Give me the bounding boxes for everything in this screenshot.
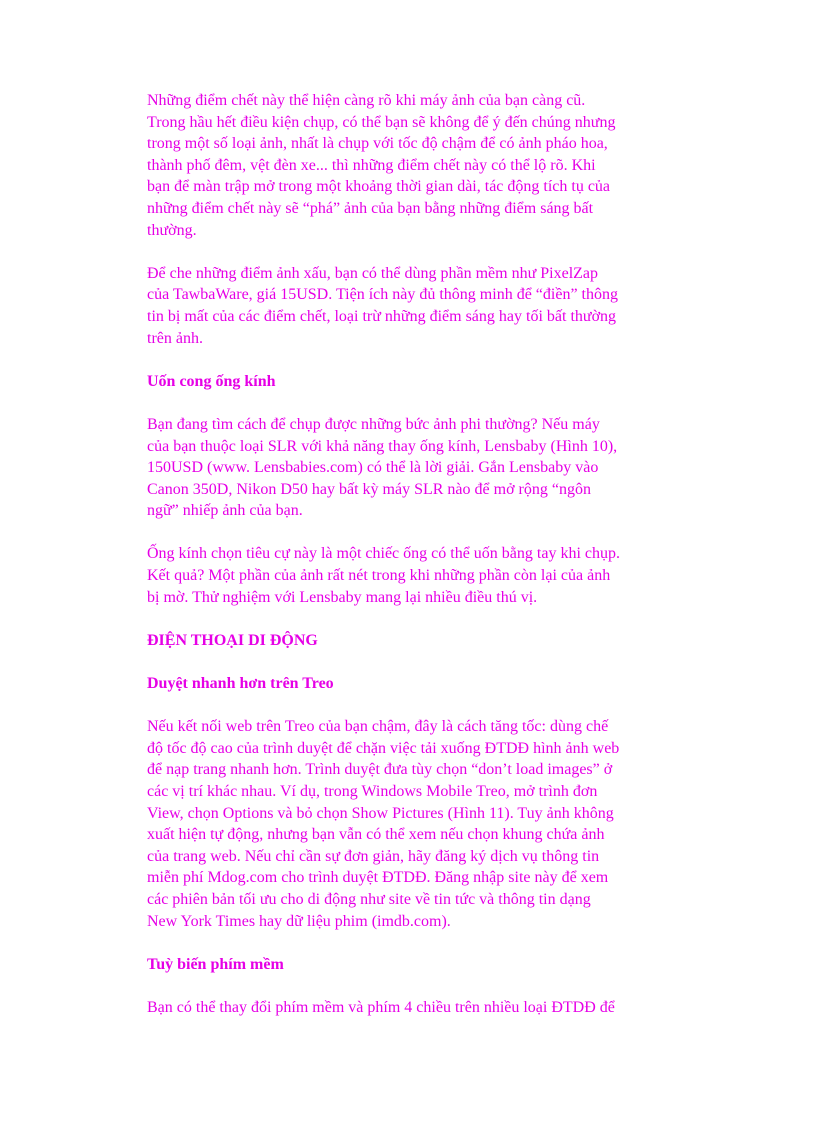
- heading-bend-lens: Uốn cong ống kính: [147, 372, 276, 390]
- paragraph-lensbaby: Bạn đang tìm cách để chụp được những bức ảnh phi thường? Nếu máy của bạn thuộc loại SLR với khả năng thay ống kính, Lensbaby (Hình 10), 150USD (www. Lensbabies.com) có thể là lời giải. Gắn Lensbaby vào Canon 350D, Nikon D50 hay bất kỳ máy SLR nào để mở rộng “ngôn ngữ” nhiếp ảnh của bạn.: [147, 415, 618, 520]
- heading-mobile-phone: ĐIỆN THOẠI DI ĐỘNG: [147, 631, 318, 649]
- paragraph-treo-browsing: Nếu kết nối web trên Treo của bạn chậm, đây là cách tăng tốc: dùng chế độ tốc độ cao của trình duyệt để chặn việc tải xuống ĐTDĐ hình ảnh web để nạp trang nhanh hơn. Trình duyệt đưa tùy chọn “don’t load images” ở các vị trí khác nhau. Ví dụ, trong Windows Mobile Treo, mở trình đơn View, chọn Options và bỏ chọn Show Pictures (Hình 11). Tuy ảnh không xuất hiện tự động, nhưng bạn vẫn có thể xem nếu chọn khung chứa ảnh của trang web. Nếu chỉ cần sự đơn giản, hãy đăng ký dịch vụ thông tin miễn phí Mdog.com cho trình duyệt ĐTDĐ. Đăng nhập site này để xem các phiên bản tối ưu cho di động như site về tin tức và thông tin dạng New York Times hay dữ liệu phim (imdb.com).: [147, 718, 620, 930]
- paragraph-pixelzap: Để che những điểm ảnh xấu, bạn có thể dùng phần mềm như PixelZap của TawbaWare, giá 15USD. Tiện ích này đủ thông minh để “điền” thông tin bị mất của các điểm chết, loại trừ những điểm sáng hay tối bất thường trên ảnh.: [147, 264, 618, 347]
- heading-customize-soft-keys: Tuỳ biến phím mềm: [147, 955, 284, 973]
- heading-faster-browsing-treo: Duyệt nhanh hơn trên Treo: [147, 675, 334, 693]
- document-page: [147, 90, 687, 1019]
- paragraph-lens-result: Ống kính chọn tiêu cự này là một chiếc ống có thể uốn bằng tay khi chụp. Kết quả? Một phần của ảnh rất nét trong khi những phần còn lại của ảnh bị mờ. Thử nghiệm với Lensbaby mang lại nhiều điều thú vị.: [147, 545, 620, 606]
- paragraph-soft-keys: Bạn có thể thay đổi phím mềm và phím 4 chiều trên nhiều loại ĐTDĐ để: [147, 998, 615, 1016]
- paragraph-dead-pixels: Những điểm chết này thể hiện càng rõ khi máy ảnh của bạn càng cũ. Trong hầu hết điều kiện chụp, có thể bạn sẽ không để ý đến chúng nhưng trong một số loại ảnh, nhất là chụp với tốc độ chậm để có ảnh pháo hoa, thành phố đêm, vệt đèn xe... thì những điểm chết này có thể lộ rõ. Khi bạn để màn trập mở trong một khoảng thời gian dài, tác động tích tụ của những điểm chết này sẽ “phá” ảnh của bạn bằng những điểm sáng bất thường.: [147, 92, 616, 239]
